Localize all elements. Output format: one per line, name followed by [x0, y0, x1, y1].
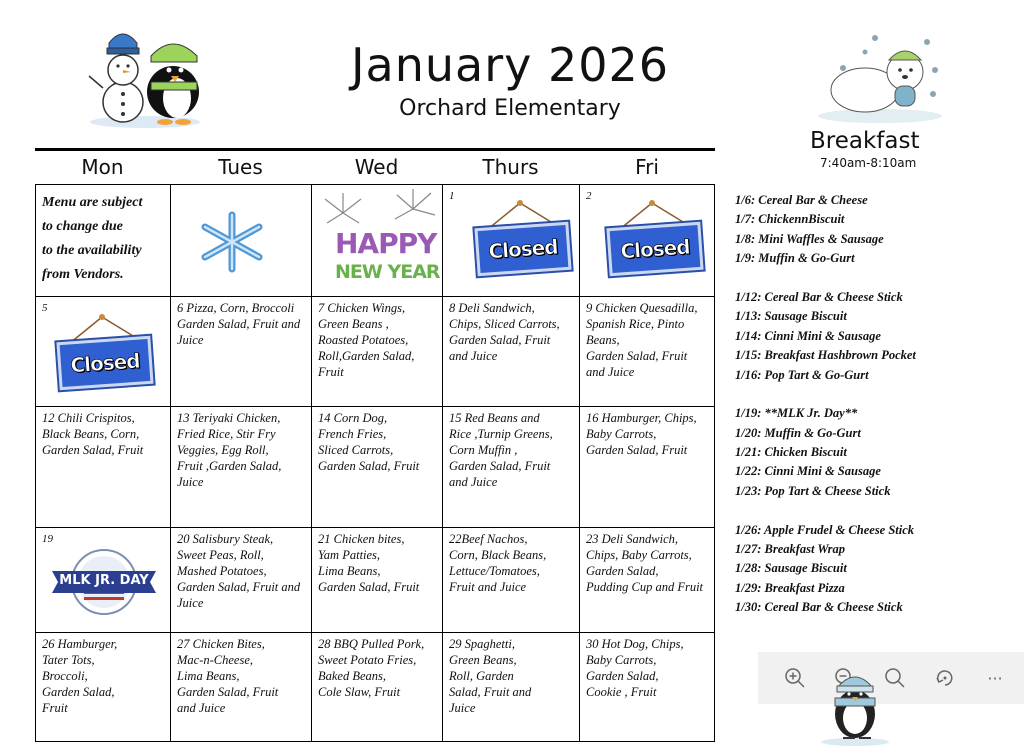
breakfast-item: 1/19: **MLK Jr. Day**	[735, 406, 858, 421]
calendar-cell: 13 Teriyaki Chicken, Fried Rice, Stir Fry Veggies, Egg Roll, Fruit ,Garden Salad, Juice	[177, 411, 282, 489]
calendar-cell: 22Beef Nachos, Corn, Black Beans, Lettuce/Tomatoes, Fruit and Juice	[449, 532, 547, 594]
breakfast-item: 1/29: Breakfast Pizza	[735, 580, 845, 595]
breakfast-item: 1/9: Muffin & Go-Gurt	[735, 251, 855, 266]
snowflake-icon	[193, 211, 271, 273]
closed-label: Closed	[69, 348, 141, 378]
closed-sign	[476, 197, 566, 277]
happy-new-year-graphic	[321, 189, 441, 293]
breakfast-time: 7:40am-8:10am	[820, 156, 917, 170]
calendar-cell: 12 Chili Crispitos, Black Beans, Corn, Garden Salad, Fruit	[42, 411, 144, 457]
weekday-header-row	[35, 151, 715, 183]
breakfast-item: 1/15: Breakfast Hashbrown Pocket	[735, 348, 916, 363]
mlk-badge-text: MLK JR. DAY	[59, 573, 149, 588]
note-line: Menu are subject	[42, 195, 143, 210]
calendar-cell: 9 Chicken Quesadilla, Spanish Rice, Pinto Beans, Garden Salad, Fruit and Juice	[586, 301, 698, 379]
breakfast-item: 1/12: Cereal Bar & Cheese Stick	[735, 289, 903, 304]
calendar-cell: 29 Spaghetti, Green Beans, Roll, Garden Salad, Fruit and Juice	[449, 637, 532, 715]
breakfast-item: 1/16: Pop Tart & Go-Gurt	[735, 367, 869, 382]
breakfast-item: 1/6: Cereal Bar & Cheese	[735, 193, 868, 207]
breakfast-item: 1/30: Cereal Bar & Cheese Stick	[735, 600, 903, 615]
calendar-cell: 30 Hot Dog, Chips, Baby Carrots, Garden Salad, Cookie , Fruit	[586, 637, 684, 699]
breakfast-spacer	[735, 385, 1015, 404]
school-name: Orchard Elementary	[399, 96, 621, 121]
calendar-cell: 15 Red Beans and Rice ,Turnip Greens, Corn Muffin , Garden Salad, Fruit and Juice	[449, 411, 553, 489]
day-number: 19	[42, 533, 53, 545]
calendar-cell: 8 Deli Sandwich, Chips, Sliced Carrots, Garden Salad, Fruit and Juice	[449, 301, 560, 363]
closed-sign	[58, 311, 148, 391]
breakfast-item: 1/26: Apple Frudel & Cheese Stick	[735, 522, 915, 537]
happy-text: HAPPY	[335, 227, 437, 260]
breakfast-spacer	[735, 269, 1015, 288]
calendar-grid	[35, 184, 715, 742]
breakfast-item: 1/7: ChickennBiscuit	[735, 212, 845, 227]
breakfast-item: 1/8: Mini Waffles & Sausage	[735, 231, 884, 246]
rotate-button[interactable]	[920, 658, 970, 698]
zoom-in-icon	[784, 667, 806, 689]
mlk-day-badge	[52, 549, 156, 615]
calendar-cell: 23 Deli Sandwich, Chips, Baby Carrots, Garden Salad, Pudding Cup and Fruit	[586, 532, 704, 594]
calendar-cell: 16 Hamburger, Chips, Baby Carrots, Garden Salad, Fruit	[586, 411, 697, 457]
closed-label: Closed	[487, 234, 559, 264]
rotate-icon	[934, 667, 956, 689]
breakfast-item: 1/22: Cinni Mini & Sausage	[735, 464, 881, 479]
calendar-cell: 7 Chicken Wings, Green Beans , Roasted Potatoes, Roll,Garden Salad, Fruit	[318, 301, 415, 379]
note-line: to the availability	[42, 243, 142, 258]
snowman-penguin-illustration	[85, 20, 210, 130]
breakfast-spacer	[735, 501, 1015, 520]
calendar-cell: 28 BBQ Pulled Pork, Sweet Potato Fries, Baked Beans, Cole Slaw, Fruit	[318, 637, 425, 699]
note-line: to change due	[42, 219, 123, 234]
weekday-mon: Mon	[81, 155, 124, 179]
day-number: 5	[42, 302, 48, 314]
note-line: from Vendors.	[42, 267, 124, 282]
menu-note	[36, 185, 170, 296]
calendar-cell: 6 Pizza, Corn, Broccoli Garden Salad, Fruit and Juice	[177, 301, 301, 347]
calendar-cell: 27 Chicken Bites, Mac-n-Cheese, Lima Beans, Garden Salad, Fruit and Juice	[177, 637, 279, 715]
weekday-fri: Fri	[635, 155, 659, 179]
calendar-cell: 20 Salisbury Steak, Sweet Peas, Roll, Mashed Potatoes, Garden Salad, Fruit and Juice	[177, 532, 301, 610]
weekday-thurs: Thurs	[482, 155, 539, 179]
page-title: January 2026	[350, 38, 670, 92]
breakfast-item: 1/23: Pop Tart & Cheese Stick	[735, 483, 891, 498]
breakfast-item: 1/21: Chicken Biscuit	[735, 445, 847, 460]
calendar-cell: 26 Hamburger, Tater Tots, Broccoli, Garden Salad, Fruit	[42, 637, 118, 715]
more-button[interactable]	[970, 658, 1020, 698]
more-icon: ···	[987, 668, 1003, 688]
calendar-cell: 21 Chicken bites, Yam Patties, Lima Beans, Garden Salad, Fruit	[318, 532, 420, 594]
closed-label: Closed	[619, 234, 691, 264]
day-number: 2	[586, 190, 592, 202]
breakfast-item: 1/13: Sausage Biscuit	[735, 309, 847, 324]
breakfast-item: 1/14: Cinni Mini & Sausage	[735, 328, 881, 343]
zoom-in-button[interactable]	[770, 658, 820, 698]
weekday-tues: Tues	[218, 155, 263, 179]
breakfast-title: Breakfast	[810, 128, 920, 154]
calendar-cell: 14 Corn Dog, French Fries, Sliced Carrots, Garden Salad, Fruit	[318, 411, 420, 473]
day-number: 1	[449, 190, 455, 202]
polar-bear-illustration	[815, 30, 945, 125]
breakfast-item: 1/28: Sausage Biscuit	[735, 561, 847, 576]
breakfast-item: 1/20: Muffin & Go-Gurt	[735, 425, 861, 440]
weekday-wed: Wed	[354, 155, 399, 179]
closed-sign	[608, 197, 698, 277]
skating-penguin-illustration	[815, 668, 895, 748]
new-year-text: NEW YEAR	[335, 261, 440, 283]
breakfast-list	[735, 191, 1015, 618]
breakfast-item: 1/27: Breakfast Wrap	[735, 542, 845, 557]
